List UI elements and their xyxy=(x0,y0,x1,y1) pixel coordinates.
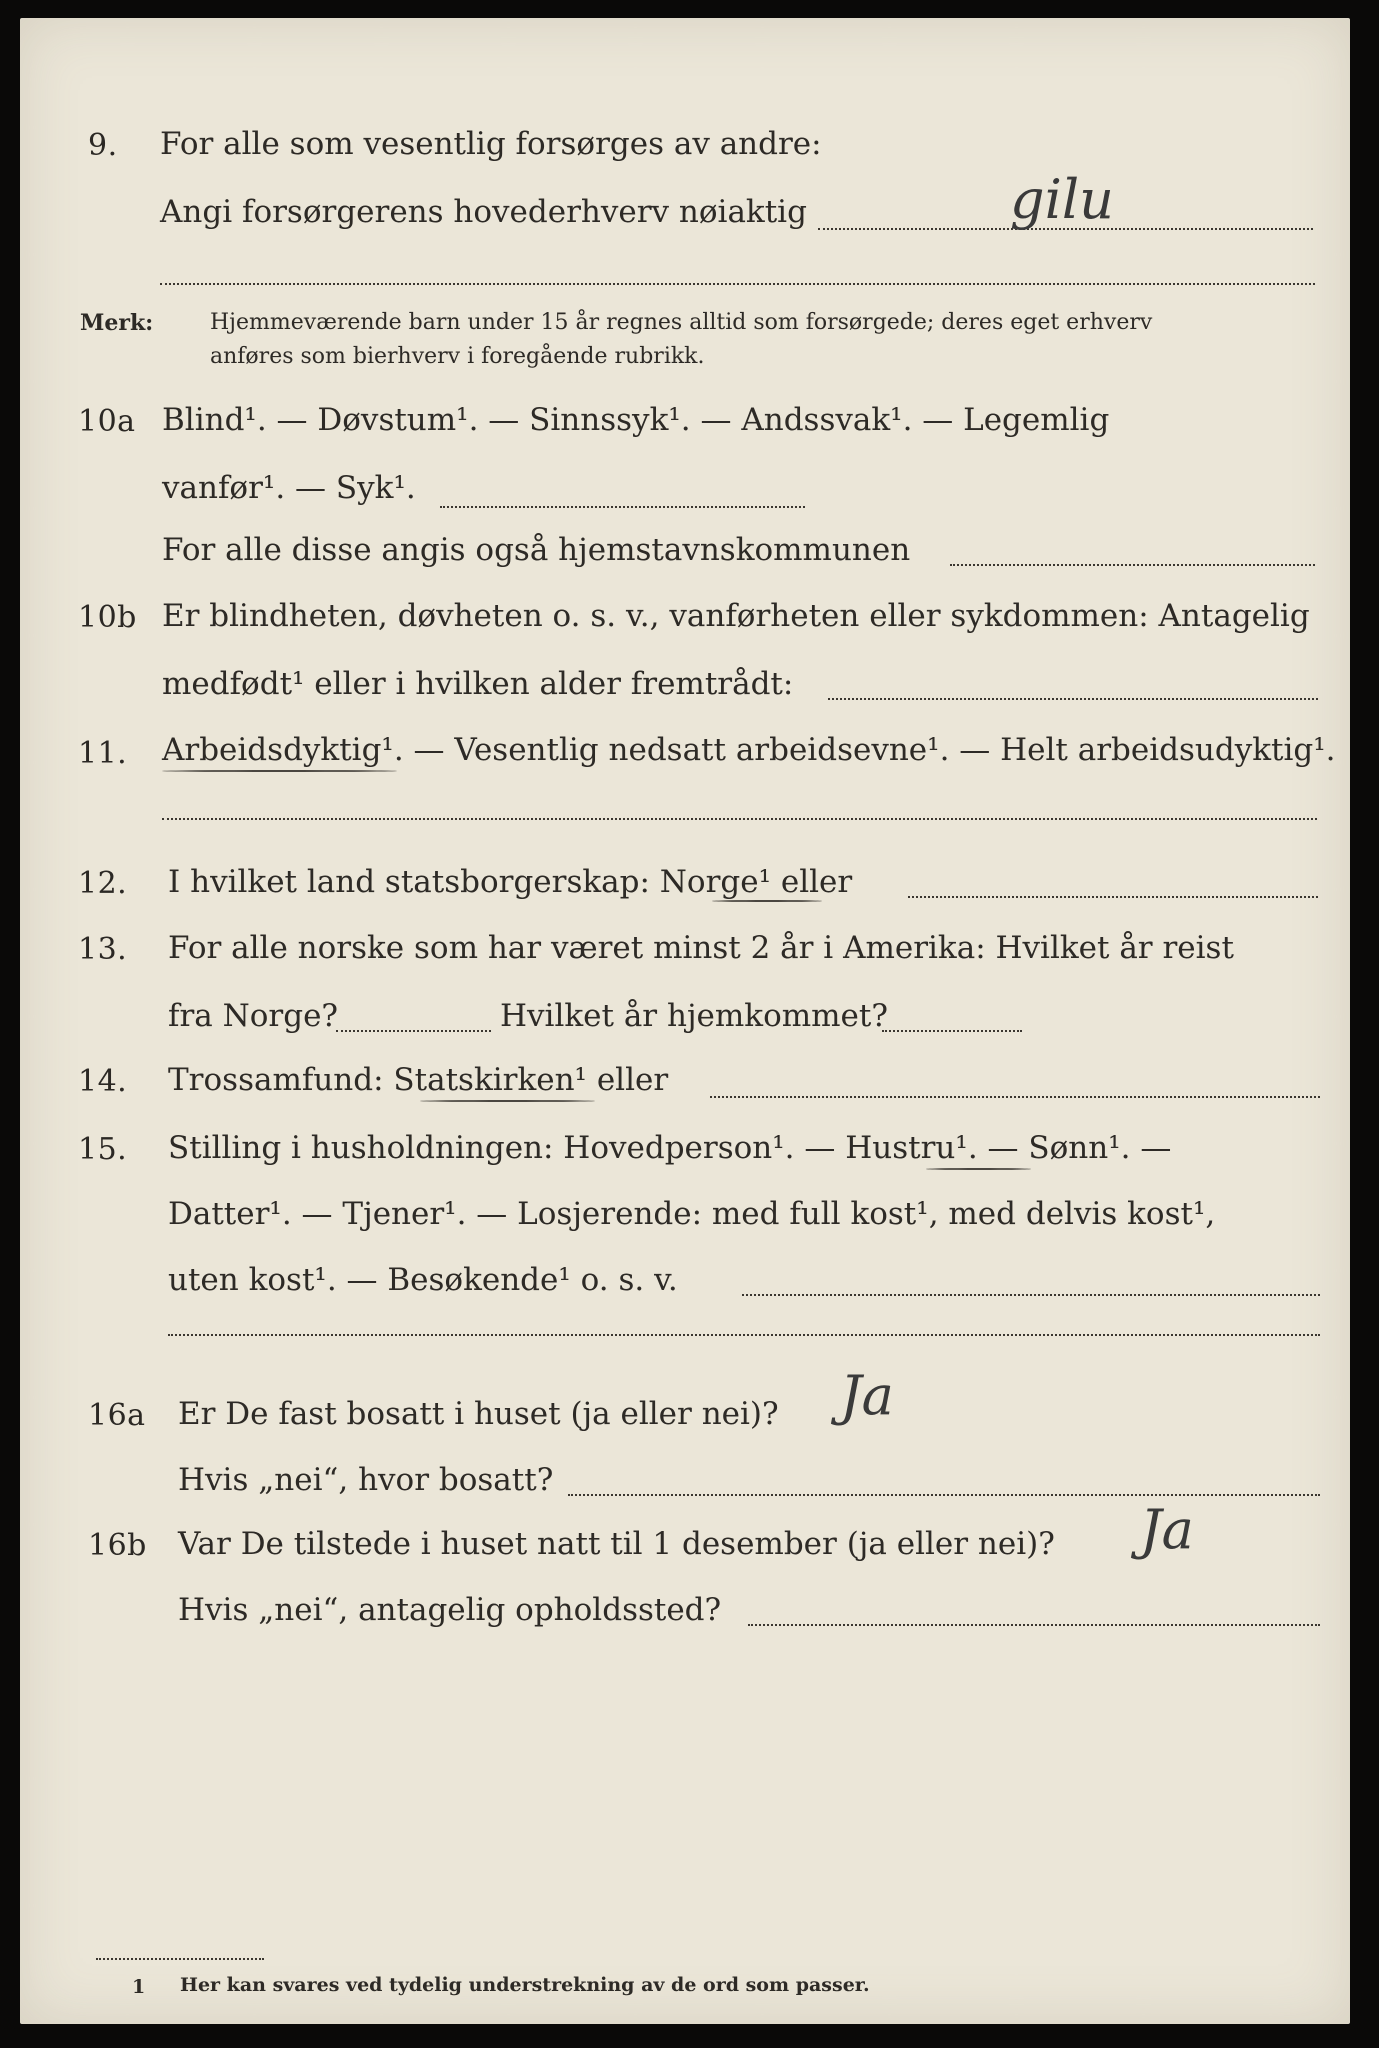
q9-handwritten-answer: gilu xyxy=(1010,168,1114,231)
q9-line2: Angi forsørgerens hovederhverv nøiaktig xyxy=(160,194,807,230)
q16a-line2: Hvis „nei“, hvor bosatt? xyxy=(178,1462,554,1498)
q10b-number: 10b xyxy=(78,600,137,635)
q10a-number: 10a xyxy=(78,404,136,439)
q10b-line2: medfødt¹ eller i hvilken alder fremtrådt: xyxy=(162,666,794,702)
q15-number: 15. xyxy=(78,1132,128,1167)
q16b-line2: Hvis „nei“, antagelig opholdssted? xyxy=(178,1592,722,1628)
q14-line1: Trossamfund: Statskirken¹ eller xyxy=(168,1062,669,1098)
q16a-handwritten-answer: Ja xyxy=(840,1364,894,1427)
footnote-mark: 1 xyxy=(132,1976,146,1998)
q11-number: 11. xyxy=(78,736,128,771)
footnote-text: Her kan svares ved tydelig understrekning av de ord som passer. xyxy=(180,1974,870,1996)
q10a-line3: For alle disse angis også hjemstavnskommunen xyxy=(162,532,911,568)
footnote-separator xyxy=(96,1958,264,1960)
q16a-answer-line xyxy=(568,1494,1320,1496)
merk-label: Merk: xyxy=(80,310,154,336)
q9-extra-line xyxy=(160,283,1315,285)
merk-line1: Hjemmeværende barn under 15 år regnes alltid som forsørgede; deres eget erhverv xyxy=(210,310,1153,335)
q15-extra-line xyxy=(168,1334,1320,1336)
q12-line1: I hvilket land statsborgerskap: Norge¹ eller xyxy=(168,864,853,900)
q11-extra-line xyxy=(162,818,1317,820)
q13-number: 13. xyxy=(78,932,128,967)
q10b-line1: Er blindheten, døvheten o. s. v., vanførheten eller sykdommen: Antagelig xyxy=(162,598,1310,634)
q11-line1: Arbeidsdyktig¹. — Vesentlig nedsatt arbeidsevne¹. — Helt arbeidsudyktig¹. xyxy=(162,732,1336,768)
q14-number: 14. xyxy=(78,1064,128,1099)
q12-answer-line xyxy=(908,896,1318,898)
q15-line2: Datter¹. — Tjener¹. — Losjerende: med full kost¹, med delvis kost¹, xyxy=(168,1196,1216,1232)
q13-hjemkommet-line xyxy=(882,1030,1022,1032)
q15-answer-line xyxy=(742,1294,1320,1296)
q16a-number: 16a xyxy=(88,1398,146,1433)
q13-line1: For alle norske som har været minst 2 år i Amerika: Hvilket år reist xyxy=(168,930,1234,966)
census-form-page xyxy=(20,18,1350,2024)
q10a-hjemstavn-line xyxy=(950,564,1315,566)
q16b-answer-line xyxy=(748,1624,1320,1626)
q15-line3: uten kost¹. — Besøkende¹ o. s. v. xyxy=(168,1262,678,1298)
q16b-line1: Var De tilstede i huset natt til 1 desember (ja eller nei)? xyxy=(178,1526,1055,1562)
q15-line1: Stilling i husholdningen: Hovedperson¹. — Hustru¹. — Sønn¹. — xyxy=(168,1130,1172,1166)
q11-underline-arbeidsdyktig xyxy=(162,770,397,772)
q14-answer-line xyxy=(710,1096,1320,1098)
q12-number: 12. xyxy=(78,866,128,901)
q12-underline-norge xyxy=(712,900,822,902)
q16b-number: 16b xyxy=(88,1528,147,1563)
q9-line1: For alle som vesentlig forsørges av andre: xyxy=(160,126,822,162)
q9-number: 9. xyxy=(88,128,118,163)
q10a-line2: vanfør¹. — Syk¹. xyxy=(162,470,416,506)
q16a-line1: Er De fast bosatt i huset (ja eller nei)? xyxy=(178,1396,779,1432)
q10a-syk-line xyxy=(440,506,805,508)
q13-line2a: fra Norge? xyxy=(168,998,339,1034)
merk-line2: anføres som bierhverv i foregående rubrikk. xyxy=(210,344,705,369)
q10a-line1: Blind¹. — Døvstum¹. — Sinnssyk¹. — Andssvak¹. — Legemlig xyxy=(162,402,1110,438)
q15-underline-hustru xyxy=(926,1168,1031,1170)
q14-underline-statskirken xyxy=(420,1100,595,1102)
q13-line2b: Hvilket år hjemkommet? xyxy=(500,998,888,1034)
q16b-handwritten-answer: Ja xyxy=(1140,1498,1194,1561)
q10b-answer-line xyxy=(828,698,1318,700)
q13-reist-line xyxy=(336,1030,491,1032)
